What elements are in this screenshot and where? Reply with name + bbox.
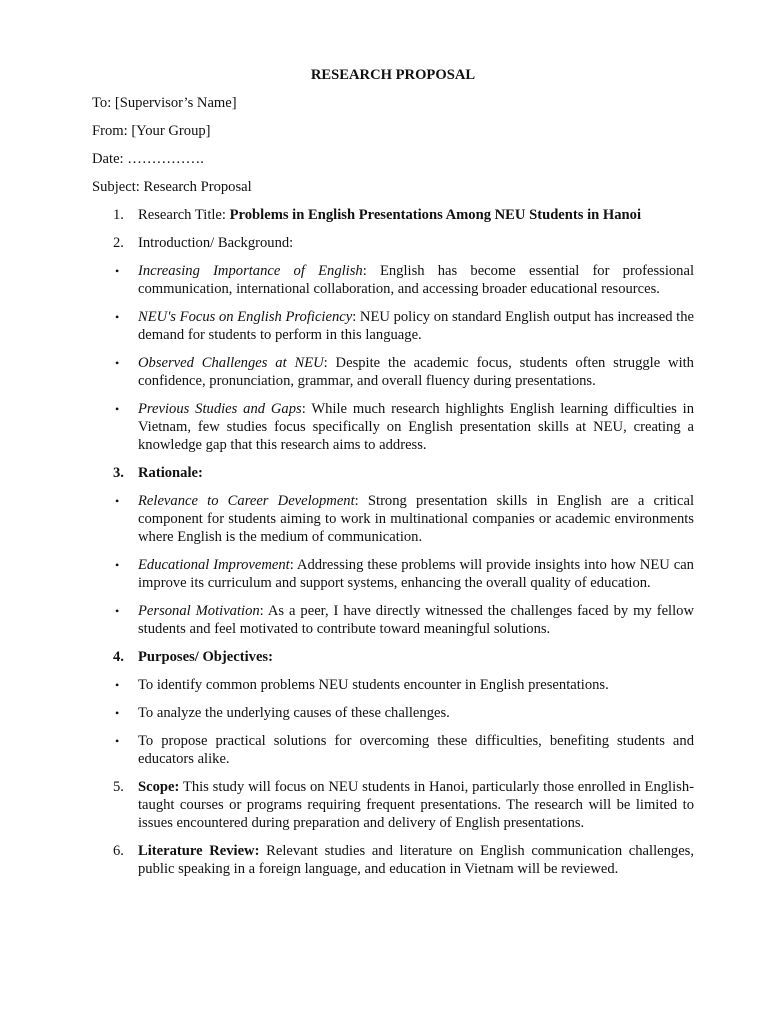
bullet-icon: • [115,356,120,370]
bullet-text: To analyze the underlying causes of these challenges. [138,705,450,721]
section-label: Introduction/ Background: [138,235,294,251]
bullet-icon: • [115,678,120,692]
list-item [92,732,694,768]
section-scope [92,778,694,832]
section-rationale [92,464,694,482]
research-title: Problems in English Presentations Among NEU Students in Hanoi [229,207,642,223]
bullet-text: : While much research highlights English learning difficulties in Vietnam, few studies focus specifically on English presentation skills at NEU, creating a knowledge gap that this research aims to address. [138,401,695,453]
bullet-text: : English has become essential for professional communication, international collaboration, and accessing broader educational resources. [138,263,694,297]
bullet-text: : Addressing these problems will provide insights into how NEU can improve its curriculum and support systems, enhancing the overall quality of education. [138,557,694,591]
bullet-icon: • [115,604,120,618]
section-number: 6. [113,843,124,859]
section-number: 2. [113,235,124,251]
document-title: RESEARCH PROPOSAL [310,67,476,83]
section-number: 3. [113,465,124,481]
bullet-term: Personal Motivation [138,603,260,619]
list-item [92,602,694,638]
bullet-term: Observed Challenges at NEU [138,355,324,371]
bullet-term: NEU's Focus on English Proficiency [138,309,353,325]
bullet-icon: • [115,402,120,416]
list-item [92,400,694,454]
section-research-title [92,206,694,224]
section-label: Rationale: [138,465,203,481]
section-introduction [92,234,694,252]
section-number: 1. [113,207,124,223]
bullet-text: To identify common problems NEU students encounter in English presentations. [138,677,609,693]
section-label: Purposes/ Objectives: [138,649,273,665]
list-item [92,354,694,390]
from-line: From: [Your Group] [92,123,211,139]
bullet-term: Previous Studies and Gaps [138,401,302,417]
bullet-icon: • [115,264,120,278]
section-label: Scope: [138,779,180,795]
bullet-text: : As a peer, I have directly witnessed the challenges faced by my fellow students and feel motivated to contribute toward meaningful solutions. [138,603,694,637]
date-line: Date: ……………. [92,151,204,167]
list-item [92,492,694,546]
bullet-term: Educational Improvement [138,557,290,573]
subject-line: Subject: Research Proposal [92,179,252,195]
bullet-text: : NEU policy on standard English output has increased the demand for students to perform in this language. [138,309,695,343]
section-text: Relevant studies and literature on English communication challenges, public speaking in a foreign language, and education in Vietnam will be reviewed. [138,843,694,877]
list-item [92,262,694,298]
bullet-icon: • [115,558,120,572]
section-number: 5. [113,779,124,795]
bullet-term: Relevance to Career Development [138,493,355,509]
section-literature-review [92,842,694,878]
section-objectives [92,648,694,666]
bullet-icon: • [115,310,120,324]
document-page [92,66,694,888]
section-number: 4. [113,649,124,665]
section-label: Research Title: [138,207,230,223]
bullet-icon: • [115,706,120,720]
bullet-icon: • [115,734,120,748]
bullet-term: Increasing Importance of English [138,263,363,279]
bullet-icon: • [115,494,120,508]
bullet-text: : Despite the academic focus, students often struggle with confidence, pronunciation, grammar, and overall fluency during presentations. [138,355,694,389]
list-item [92,704,694,722]
bullet-text: : Strong presentation skills in English are a critical component for students aiming to work in multinational companies or academic environments where English is the medium of communication. [138,493,694,545]
to-line: To: [Supervisor’s Name] [92,95,237,111]
list-item [92,556,694,592]
section-label: Literature Review: [138,843,260,859]
list-item [92,308,694,344]
bullet-text: To propose practical solutions for overcoming these difficulties, benefiting students and educators alike. [138,733,694,767]
list-item [92,676,694,694]
section-text: This study will focus on NEU students in Hanoi, particularly those enrolled in English-taught courses or programs requiring frequent presentations. The research will be limited to issues encountered during preparation and delivery of English presentations. [138,779,694,831]
